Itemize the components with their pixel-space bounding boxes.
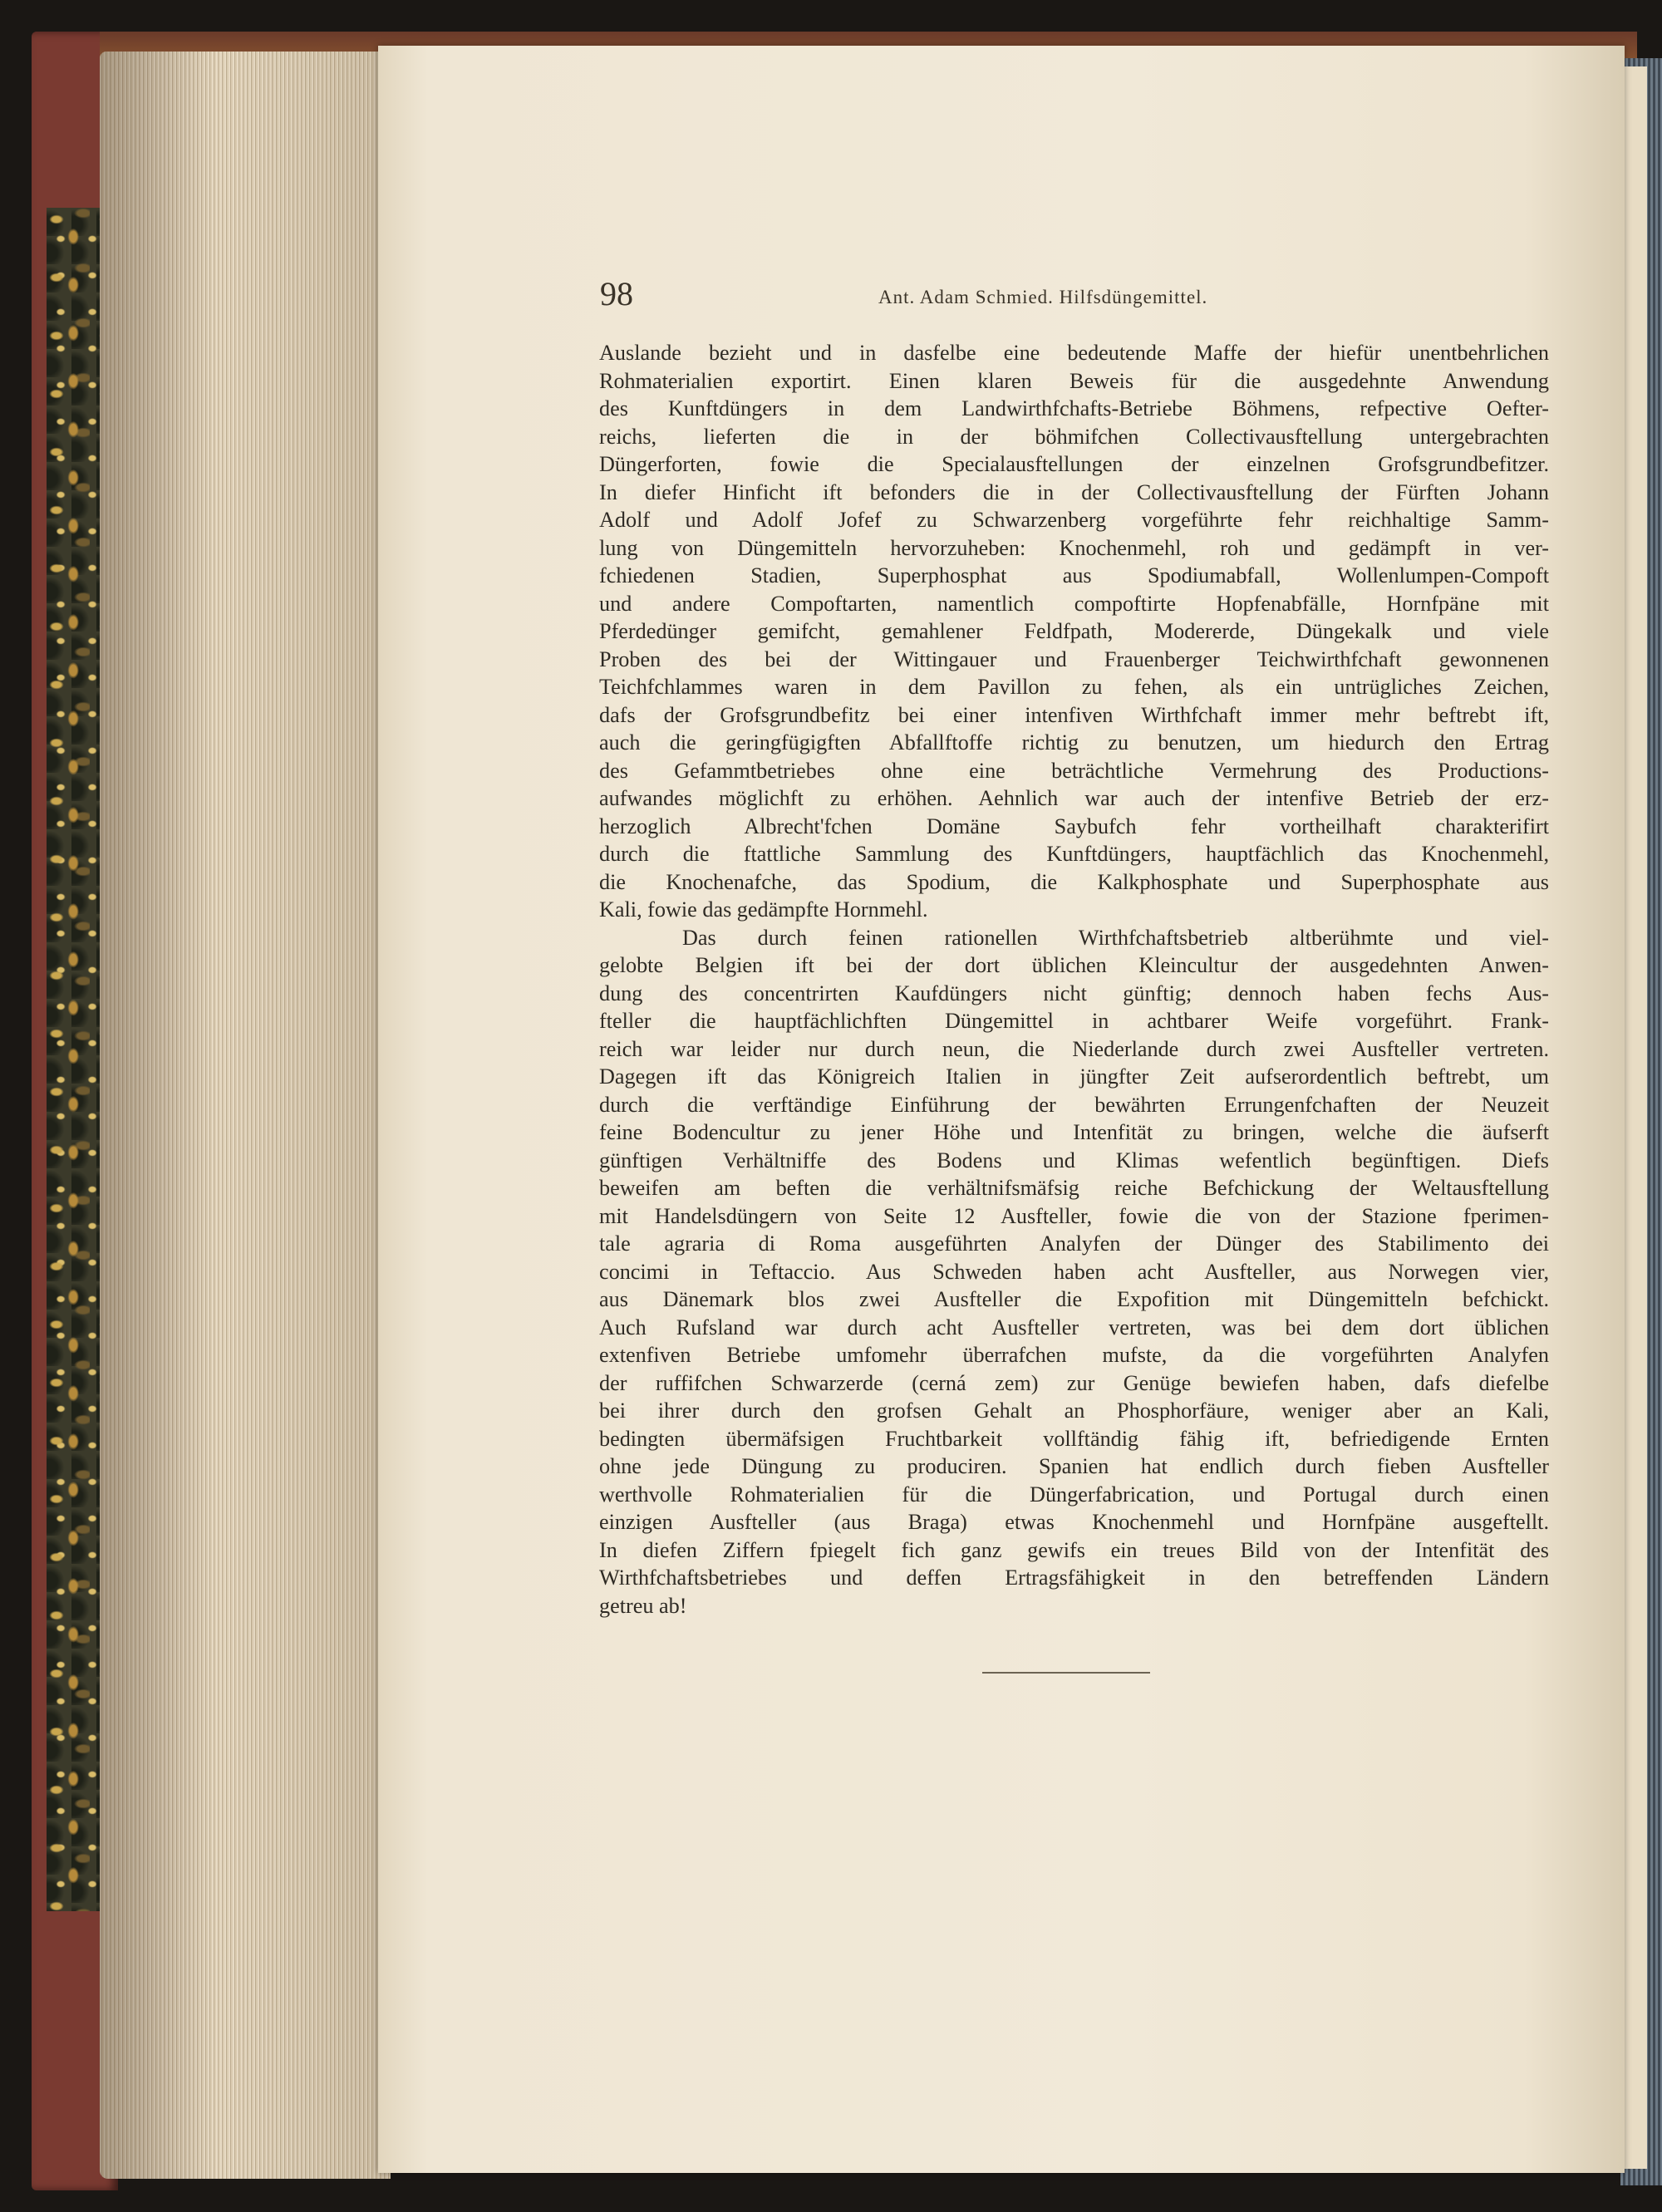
text-line: Adolf und Adolf Jofef zu Schwarzenberg vorgeführte fehr reichhaltige Samm- — [599, 508, 1549, 532]
text-line: des Kunftdüngers in dem Landwirthfchafts-Betriebe Böhmens, refpective Oefter- — [599, 396, 1549, 420]
text-line: beweifen am beften die verhältnifsmäfsig reiche Befchickung der Weltausftellung — [599, 1176, 1549, 1200]
text-line: reich war leider nur durch neun, die Niederlande durch zwei Ausfteller vertreten. — [599, 1036, 1549, 1061]
text-line: aufwandes möglichft zu erhöhen. Aehnlich war auch der intenfive Betrieb der erz- — [599, 786, 1549, 810]
text-line: lung von Düngemitteln hervorzuheben: Knochenmehl, roh und gedämpft in ver- — [599, 535, 1549, 560]
text-line: Dagegen ift das Königreich Italien in jüngfter Zeit aufserordentlich beftrebt, um — [599, 1064, 1549, 1089]
text-line: Auslande bezieht und in dasfelbe eine bedeutende Maffe der hiefür unentbehrlichen — [599, 341, 1549, 365]
page-header — [600, 274, 1549, 324]
text-line: Düngerforten, fowie die Specialausftellungen der einzelnen Grofsgrundbefitzer. — [599, 452, 1549, 476]
text-line: In diefen Ziffern fpiegelt fich ganz gewifs ein treues Bild von der Intenfität des — [599, 1537, 1549, 1562]
text-line: gelobte Belgien ift bei der dort üblichen Kleincultur der ausgedehnten Anwen- — [599, 953, 1549, 977]
text-line: dung des concentrirten Kaufdüngers nicht günftig; dennoch haben fechs Aus- — [599, 981, 1549, 1005]
text-line: Wirthfchaftsbetriebes und deffen Ertragsfähigkeit in den betreffenden Ländern — [599, 1566, 1549, 1590]
text-line: Pferdedünger gemifcht, gemahlener Feldfpath, Modererde, Düngekalk und viele — [599, 619, 1549, 643]
text-line: der ruffifchen Schwarzerde (cerná zem) zur Genüge bewiefen haben, dafs diefelbe — [599, 1370, 1549, 1395]
text-line: durch die ftattliche Sammlung des Kunftdüngers, hauptfächlich das Knochenmehl, — [599, 842, 1549, 866]
body-text — [599, 339, 1549, 1620]
text-line: bei ihrer durch den grofsen Gehalt an Phosphorfäure, weniger aber an Kali, — [599, 1398, 1549, 1423]
end-rule — [982, 1672, 1150, 1674]
text-line: des Gefammtbetriebes ohne eine beträchtliche Vermehrung des Productions- — [599, 758, 1549, 783]
text-line: dafs der Grofsgrundbefitz bei einer intenfiven Wirthfchaft immer mehr beftrebt ift, — [599, 702, 1549, 727]
paragraph-2 — [599, 924, 1549, 1620]
text-line: feine Bodencultur zu jener Höhe und Intenfität zu bringen, welche die äufserft — [599, 1120, 1549, 1144]
text-line: extenfiven Betriebe umfomehr überrafchen mufste, da die vorgeführten Analyfen — [599, 1343, 1549, 1367]
text-line: Rohmaterialien exportirt. Einen klaren Beweis für die ausgedehnte Anwendung — [599, 368, 1549, 393]
text-line: mit Handelsdüngern von Seite 12 Ausfteller, fowie die von der Stazione fperimen- — [599, 1203, 1549, 1228]
text-line: reichs, lieferten die in der böhmifchen Collectivausftellung untergebrachten — [599, 424, 1549, 449]
text-line: und andere Compoftarten, namentlich compoftirte Hopfenabfälle, Hornfpäne mit — [599, 591, 1549, 616]
text-line: einzigen Ausfteller (aus Braga) etwas Knochenmehl und Hornfpäne ausgeftellt. — [599, 1510, 1549, 1534]
text-line: getreu ab! — [599, 1593, 687, 1618]
text-line: fteller die hauptfächlichften Düngemittel in achtbarer Weife vorgeführt. Frank- — [599, 1009, 1549, 1033]
text-line: auch die geringfügigften Abfallftoffe richtig zu benutzen, um hiedurch den Ertrag — [599, 730, 1549, 755]
text-line: die Knochenafche, das Spodium, die Kalkphosphate und Superphosphate aus — [599, 869, 1549, 894]
text-line: Das durch feinen rationellen Wirthfchaftsbetrieb altberühmte und viel- — [682, 925, 1549, 950]
text-line: durch die verftändige Einführung der bewährten Errungenfchaften der Neuzeit — [599, 1092, 1549, 1117]
paragraph-1 — [599, 339, 1549, 924]
text-line: tale agraria di Roma ausgeführten Analyfen der Dünger des Stabilimento dei — [599, 1231, 1549, 1256]
text-line: fchiedenen Stadien, Superphosphat aus Spodiumabfall, Wollenlumpen-Compoft — [599, 563, 1549, 587]
running-head: Ant. Adam Schmied. Hilfsdüngemittel. — [878, 287, 1208, 307]
text-line: herzoglich Albrecht'fchen Domäne Saybufch fehr vortheilhaft charakterifirt — [599, 814, 1549, 838]
text-line: aus Dänemark blos zwei Ausfteller die Expofition mit Düngemitteln befchickt. — [599, 1287, 1549, 1311]
text-line: günftigen Verhältniffe des Bodens und Klimas wefentlich begünftigen. Diefs — [599, 1148, 1549, 1172]
text-line: concimi in Teftaccio. Aus Schweden haben acht Ausfteller, aus Norwegen vier, — [599, 1259, 1549, 1284]
page-number: 98 — [600, 275, 633, 312]
marbled-spine — [47, 208, 106, 1911]
text-line: Kali, fowie das gedämpfte Hornmehl. — [599, 897, 928, 922]
page-edges-shadow — [100, 52, 391, 2179]
text-line: In diefer Hinficht ift befonders die in der Collectivausftellung der Fürften Johann — [599, 479, 1549, 504]
text-line: ohne jede Düngung zu produciren. Spanien hat endlich durch fieben Ausfteller — [599, 1454, 1549, 1478]
text-line: werthvolle Rohmaterialien für die Düngerfabrication, und Portugal durch einen — [599, 1482, 1549, 1507]
text-line: Auch Rufsland war durch acht Ausfteller vertreten, was bei dem dort üblichen — [599, 1315, 1549, 1339]
text-line: Teichfchlammes waren in dem Pavillon zu fehen, als ein untrügliches Zeichen, — [599, 675, 1549, 699]
text-line: Proben des bei der Wittingauer und Frauenberger Teichwirthfchaft gewonnenen — [599, 646, 1549, 671]
text-line: bedingten übermäfsigen Fruchtbarkeit vollftändig fähig ift, befriedigende Ernten — [599, 1426, 1549, 1451]
